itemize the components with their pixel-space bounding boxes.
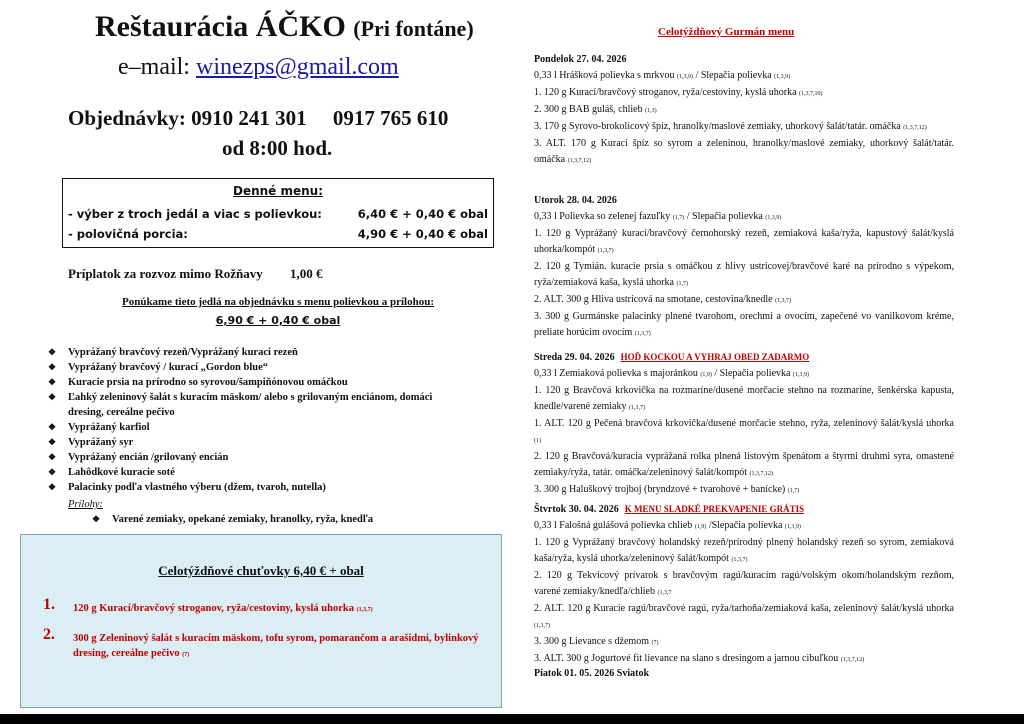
sides-label: Prílohy:	[68, 499, 103, 510]
allergens: (1,3,9)	[677, 74, 694, 80]
allergens: (1)	[534, 438, 541, 444]
diamond-bullet-icon: ❖	[48, 482, 57, 492]
menu-line: 1. 120 g Kurací/bravčový stroganov, ryža/cestoviny, kyslá uhorka (1,3,7,10)	[534, 87, 823, 98]
sides-list	[92, 514, 374, 525]
menu-line: 0,33 l Falošná gulášová polievka chlieb (1,9) /Slepačia polievka (1,3,9)	[534, 520, 801, 531]
allergens: (1,7)	[787, 488, 800, 494]
daily-row-label: - výber z troch jedál a viac s polievkou:	[68, 207, 322, 221]
menu-line: 3. 300 g Lievance s džemom (7)	[534, 636, 659, 647]
email-line	[118, 54, 399, 81]
weekly-snack-text: 300 g Zeleninový šalát s kuracím mäskom, tofu syrom, pomarančom a arašidmi, bylinkový dresing, cereálne pečivo	[73, 633, 479, 659]
menu-line: 2. 120 g Tekvicový prívarok s bravčovým ragú/kuracím ragú/volským okom/holandským rezňom, varené zemiaky/knedľa/chlieb (1,3,7	[534, 570, 954, 597]
menu-line: 3. 300 g Gurmánske palacinky plnené tvarohom, orechmi a ovocím, zapečené vo vanilkovom kréme, preliate horúcim ovocím (1,3,7)	[534, 311, 954, 338]
allergens: (1,3,9)	[784, 524, 801, 530]
menu-line: 1. ALT. 120 g Pečená bravčová krkovička/dusené morčacie stehno, ryža, zeleninový šalát/kyslá uhorka (1)	[534, 418, 954, 444]
offer-item	[48, 347, 298, 358]
menu-line: 2. ALT. 120 g Kuracie ragú/bravčové ragú, ryža/tarhoňa/zemiaková kaša, zeleninový šalát/kyslá uhorka (1,3,7)	[534, 603, 954, 629]
weekly-snacks-box	[20, 534, 502, 708]
offer-price: 6,90 € + 0,40 € obal	[215, 314, 341, 327]
diamond-bullet-icon: ❖	[48, 362, 57, 372]
surcharge-label: Príplatok za rozvoz mimo Rožňavy	[68, 266, 263, 281]
day-header	[534, 501, 954, 518]
offer-item	[48, 392, 433, 403]
allergens: (1,3,7)	[628, 405, 645, 411]
allergens: (1,3,7)	[634, 331, 651, 337]
allergens: (1,3,7)	[597, 248, 614, 254]
allergens: (1,3,7,10)	[799, 91, 823, 97]
menu-line: 2. 120 g Bravčová/kuracia vyprážaná rolka plnená listovým špenátom a štyrmi druhmi syra, omastené zemiaky/ryža, tatár. omáčka/zeleninový šalát/kompót (1,3,7,12)	[534, 451, 954, 478]
day-block-thursday	[534, 501, 954, 668]
day-block-tuesday	[534, 193, 954, 342]
menu-line: 3. 300 g Haluškový trojboj (bryndzové + tvarohové + baníckе) (1,7)	[534, 484, 800, 495]
offer-item	[48, 452, 229, 463]
menu-line: 0,33 l Polievka so zelenej fazuľky (1,7) / Slepačia polievka (1,3,9)	[534, 211, 782, 222]
allergens: (1,7)	[676, 281, 688, 287]
opening-hours: od 8:00 hod.	[222, 136, 333, 160]
promo-badge: HOĎ KOCKOU A VYHRAJ OBED ZADARMO	[620, 352, 810, 362]
menu-line: 2. 300 g BAB guláš, chlieb (1,3)	[534, 104, 657, 115]
offer-item-text: Kuracie prsia na prírodno so syrovou/šampiňónovou omáčkou	[68, 377, 348, 388]
diamond-bullet-icon: ❖	[48, 467, 57, 477]
allergens: (1,3,7)	[356, 607, 373, 613]
offer-item	[48, 377, 348, 388]
diamond-bullet-icon: ❖	[92, 514, 101, 524]
allergens: (1,9)	[694, 524, 707, 530]
orders-label: Objednávky:	[68, 106, 186, 130]
day-block-monday	[534, 52, 954, 169]
menu-line: 0,33 l Hrášková polievka s mrkvou (1,3,9) / Slepačia polievka (1,3,9)	[534, 70, 791, 81]
surcharge-value: 1,00 €	[290, 266, 323, 281]
delivery-surcharge	[68, 266, 323, 282]
diamond-bullet-icon: ❖	[48, 422, 57, 432]
allergens: (1,3,7)	[534, 623, 550, 629]
offer-item-text: Vyprážaný encián /grilovaný encián	[68, 452, 229, 463]
allergens: (1,3,7)	[731, 557, 748, 563]
sides-text: Varené zemiaky, opekané zemiaky, hranolky, ryža, knedľa	[112, 514, 374, 525]
phone-1: 0910 241 301	[191, 106, 307, 130]
day-header-text: Štvrtok 30. 04. 2026	[534, 504, 619, 515]
offer-item-text: Vyprážaný bravčový rezeň/Vyprážaný kurací rezeň	[68, 347, 298, 358]
offer-item-text: Vyprážaný bravčový / kurací „Gordon blue“	[68, 362, 269, 373]
allergens: (1,3,9)	[765, 215, 782, 221]
email-link[interactable]: winezps@gmail.com	[195, 54, 399, 80]
offer-item	[48, 437, 134, 448]
offer-item	[48, 482, 326, 493]
offer-item-continuation	[68, 407, 175, 418]
daily-menu-title: Denné menu:	[232, 184, 324, 198]
item-number: 2.	[43, 626, 55, 643]
weekly-snack-item	[43, 626, 493, 663]
day-block-wednesday	[534, 349, 954, 499]
gourmet-menu-title: Celotýždňový Gurmán menu	[658, 26, 795, 38]
item-number: 1.	[43, 596, 55, 613]
weekly-snack-text: 120 g Kurací/bravčový stroganov, ryža/cestoviny, kyslá uhorka	[73, 603, 354, 614]
offer-item-text: Vyprážaný syr	[68, 437, 134, 448]
restaurant-name: Reštaurácia ÁČKO	[95, 10, 346, 43]
allergens: (1,3,7	[657, 590, 672, 596]
allergens: (1,9)	[700, 372, 712, 378]
daily-menu-row	[68, 207, 488, 221]
day-header-text: Streda 29. 04. 2026	[534, 352, 615, 363]
daily-row-label: - polovičná porcia:	[68, 227, 188, 241]
diamond-bullet-icon: ❖	[48, 347, 57, 357]
allergens: (1,3)	[645, 108, 657, 114]
allergens: (1,3,7,12)	[903, 125, 927, 131]
allergens: (1,3,7)	[775, 298, 792, 304]
offer-item-text: Vyprážaný karfiol	[68, 422, 150, 433]
menu-line: 2. 120 g Tymián. kuracie prsia s omáčkou z hlivy ustricovej/bravčové karé na prírodno s výpekom, ryža/zemiaková kaša, kyslá uhorka (1,7)	[534, 261, 954, 288]
daily-row-price: 6,40 € + 0,40 € obal	[357, 207, 488, 221]
menu-line: 3. 170 g Syrovo-brokolicový špíz, hranolky/maslové zemiaky, uhorkový šalát/tatár. omáčka (1,3,7,12)	[534, 121, 927, 132]
daily-row-price: 4,90 € + 0,40 € obal	[357, 227, 488, 241]
diamond-bullet-icon: ❖	[48, 377, 57, 387]
allergens: (1,3,7,12)	[840, 657, 865, 663]
weekly-snacks-title: Celotýždňové chuťovky 6,40 € + obal	[158, 563, 364, 578]
menu-line: 3. ALT. 170 g Kurací špíz so syrom a zeleninou, hranolky/maslové zemiaky, uhorkový šalát/tatár. omáčka (1,3,7,12)	[534, 138, 954, 165]
allergens: (7)	[182, 652, 190, 658]
offer-item-text: dresing, cereálne pečivo	[68, 407, 175, 418]
allergens: (7)	[651, 640, 659, 646]
allergens: (1,3,7,12)	[567, 158, 592, 164]
diamond-bullet-icon: ❖	[48, 452, 57, 462]
allergens: (1,3,9)	[774, 74, 791, 80]
day-header: Piatok 01. 05. 2026 Sviatok	[534, 668, 650, 679]
daily-menu-row	[68, 227, 488, 241]
day-header: Pondelok 27. 04. 2026	[534, 54, 627, 65]
offer-title: Ponúkame tieto jedlá na objednávku s menu polievkou a prílohou:	[121, 296, 435, 308]
offer-item	[48, 362, 269, 373]
restaurant-location: (Pri fontáne)	[353, 16, 474, 41]
bottom-border	[0, 714, 1024, 724]
menu-line: 1. 120 g Vyprážaný kurací/bravčový černohorský rezeň, zemiaková kaša/ryža, kapustový šalát/kyslá uhorka/kompót (1,3,7)	[534, 228, 954, 255]
daily-menu-box	[62, 178, 494, 248]
offer-item	[48, 467, 175, 478]
orders-line	[68, 106, 448, 131]
phone-2: 0917 765 610	[332, 106, 449, 130]
allergens: (1,3,9)	[792, 372, 809, 378]
day-header	[534, 349, 954, 366]
menu-line: 1. 120 g Vyprážaný bravčový holandský rezeň/prírodný plnený holandský rezeň so syrom, zemiaková kaša/ryža, kyslá uhorka/zeleninový šalát/kompót (1,3,7)	[534, 537, 954, 564]
menu-line: 2. ALT. 300 g Hliva ustricová na smotane, cestovina/knedle (1,3,7)	[534, 294, 792, 305]
menu-line: 1. 120 g Bravčová krkovička na rozmaríne/dusené morčacie stehno na rozmaríne, šenkérska kapusta, knedle/varené zemiaky (1,3,7)	[534, 385, 954, 412]
day-header: Utorok 28. 04. 2026	[534, 195, 617, 206]
offer-item-text: Palacinky podľa vlastného výberu (džem, tvaroh, nutella)	[68, 482, 326, 493]
menu-line: 0,33 l Zemiaková polievka s majoránkou (1,9) / Slepačia polievka (1,3,9)	[534, 368, 809, 379]
offer-item-text: Lahôdkové kuracie soté	[68, 467, 175, 478]
allergens: (1,7)	[672, 215, 685, 221]
email-label: e–mail:	[118, 54, 190, 80]
promo-badge: K MENU SLADKÉ PREKVAPENIE GRÁTIS	[624, 504, 805, 514]
diamond-bullet-icon: ❖	[48, 392, 57, 402]
day-block-friday	[534, 666, 954, 682]
offer-item-text: Ľahký zeleninový šalát s kuracím mäskom/ alebo s grilovaným enciánom, domáci	[68, 392, 433, 403]
menu-line: 3. ALT. 300 g Jogurtové fit lievance na slano s dresingom a jarnou cibuľkou (1,3,7,12)	[534, 653, 865, 664]
diamond-bullet-icon: ❖	[48, 437, 57, 447]
weekly-snack-item	[43, 596, 493, 618]
restaurant-title	[95, 10, 474, 44]
offer-item	[48, 422, 150, 433]
allergens: (1,3,7,12)	[749, 471, 773, 477]
